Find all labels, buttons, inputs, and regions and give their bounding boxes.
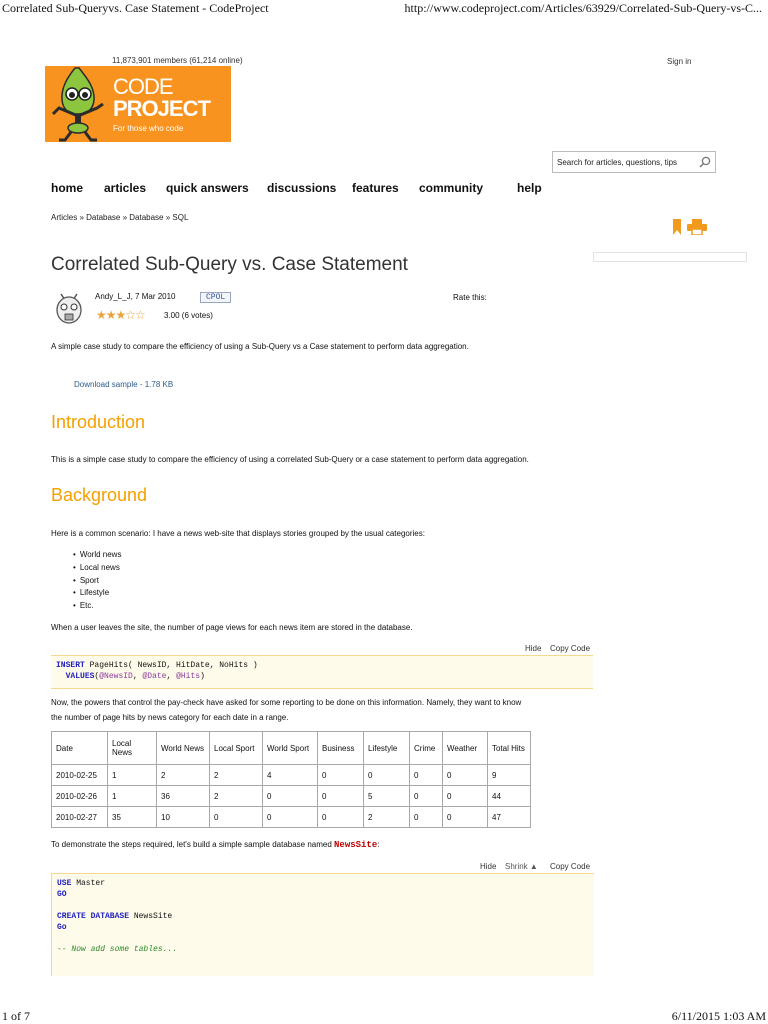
powers-text-line2: the number of page hits by news category for each date in a range. (51, 713, 289, 722)
print-datetime: 6/11/2015 1:03 AM (671, 1009, 766, 1023)
download-sample-link[interactable]: Download sample - 1.78 KB (74, 380, 174, 389)
code-variable: @Hits (176, 672, 201, 681)
category-list (73, 549, 121, 613)
list-item: • World news (73, 549, 121, 562)
code2-shrink-button[interactable]: Shrink ▲ (505, 862, 538, 871)
table-row (52, 786, 531, 807)
logo-code-text: CODE (113, 74, 173, 99)
table-cell: 0 (364, 765, 410, 786)
table-cell: 0 (318, 807, 364, 828)
table-cell: 0 (318, 786, 364, 807)
print-icon[interactable] (687, 219, 707, 235)
codeproject-logo[interactable] (45, 66, 231, 142)
search-box (552, 151, 716, 173)
demo-text-colon: : (377, 840, 380, 849)
introduction-text: This is a simple case study to compare the efficiency of using a correlated Sub-Query or a case statement to perform data aggregation. (51, 455, 529, 464)
table-cell: 9 (488, 765, 531, 786)
table-cell: 2 (210, 786, 263, 807)
powers-text-line1: Now, the powers that control the pay-check have asked for some reporting to be done on this information. Namely, they want to know (51, 698, 522, 707)
table-cell: 2010-02-27 (52, 807, 108, 828)
table-cell: 0 (410, 786, 443, 807)
table-cell: 2010-02-25 (52, 765, 108, 786)
table-cell: 0 (443, 786, 488, 807)
member-count: 11,873,901 members (61,214 online) (112, 56, 243, 65)
nav-quick-answers[interactable]: quick answers (166, 181, 249, 195)
table-cell: 44 (488, 786, 531, 807)
breadcrumb[interactable]: Articles » Database » Database » SQL (51, 213, 189, 222)
newssite-inline-code: NewsSite (334, 840, 378, 850)
code-keyword: USE (57, 879, 72, 888)
table-header: Local News (108, 732, 157, 765)
code2-hide-button[interactable]: Hide (480, 862, 497, 871)
list-item: • Local news (73, 562, 121, 575)
table-header: Date (52, 732, 108, 765)
table-cell: 0 (210, 807, 263, 828)
table-header: Total Hits (488, 732, 531, 765)
page-views-text: When a user leaves the site, the number of page views for each news item are stored in the database. (51, 623, 413, 632)
nav-articles[interactable]: articles (104, 181, 147, 195)
search-input[interactable] (553, 152, 697, 172)
rating-stars[interactable]: ★★★☆☆ (96, 308, 145, 322)
table-cell: 2 (364, 807, 410, 828)
bob-mascot-icon (45, 66, 111, 142)
code-block-insert (51, 655, 593, 689)
table-header: Business (318, 732, 364, 765)
code-block-create-db (51, 873, 594, 976)
table-cell: 0 (318, 765, 364, 786)
code-variable: @NewsID (99, 672, 133, 681)
code-keyword: Go (57, 923, 67, 932)
table-cell: 35 (108, 807, 157, 828)
article-summary: A simple case study to compare the efficiency of using a Sub-Query vs a Case statement to perform data aggregation. (51, 342, 469, 351)
article-title: Correlated Sub-Query vs. Case Statement (51, 254, 408, 275)
code-variable: @Date (142, 672, 167, 681)
table-header: World Sport (263, 732, 318, 765)
code-keyword: CREATE DATABASE (57, 912, 130, 921)
sidebar-panel (593, 252, 747, 262)
code-keyword: VALUES (65, 672, 95, 681)
table-header: Crime (410, 732, 443, 765)
nav-features[interactable]: features (352, 181, 399, 195)
print-page-number: 1 of 7 (2, 1009, 30, 1023)
code2-copy-button[interactable]: Copy Code (550, 862, 591, 871)
nav-community[interactable]: community (419, 181, 484, 195)
table-cell: 2010-02-26 (52, 786, 108, 807)
code-text: Master (71, 879, 106, 888)
author-avatar[interactable] (53, 290, 85, 326)
table-row (52, 807, 531, 828)
rating-value: 3.00 (6 votes) (164, 311, 213, 320)
table-cell: 0 (443, 765, 488, 786)
table-cell: 0 (263, 807, 318, 828)
table-header: Lifestyle (364, 732, 410, 765)
table-cell: 0 (410, 807, 443, 828)
list-item: • Sport (73, 575, 121, 588)
license-badge[interactable]: CPOL (200, 292, 231, 303)
nav-help[interactable]: help (517, 181, 542, 195)
table-cell: 2 (210, 765, 263, 786)
table-cell: 10 (157, 807, 210, 828)
table-cell: 0 (410, 765, 443, 786)
code-text: PageHits( NewsID, HitDate, NoHits ) (84, 661, 258, 670)
demo-text-body: To demonstrate the steps required, let's build a simple sample database named (51, 840, 335, 849)
logo-project-text: PROJECT (113, 96, 210, 121)
code-keyword: INSERT (56, 661, 85, 670)
code-text: , (166, 672, 177, 681)
table-cell: 0 (263, 786, 318, 807)
print-page-title: Correlated Sub-Queryvs. Case Statement - CodeProject (2, 1, 269, 15)
author-date[interactable]: Andy_L_J, 7 Mar 2010 (95, 292, 176, 301)
table-header: Weather (443, 732, 488, 765)
logo-tagline: For those who code (113, 124, 184, 133)
table-header-row (52, 732, 531, 765)
nav-home[interactable]: home (51, 181, 84, 195)
print-page-url: http://www.codeproject.com/Articles/63929/Correlated-Sub-Query-vs-C... (404, 1, 762, 15)
code1-hide-button[interactable]: Hide (525, 644, 542, 653)
code-text: ( (94, 672, 100, 681)
search-icon[interactable] (699, 156, 711, 168)
background-text: Here is a common scenario: I have a news web-site that displays stories grouped by the usual categories: (51, 529, 425, 538)
table-header: World News (157, 732, 210, 765)
code-comment: -- Now add some tables... (57, 945, 178, 954)
introduction-heading: Introduction (51, 412, 146, 432)
table-cell: 47 (488, 807, 531, 828)
table-cell: 1 (108, 786, 157, 807)
background-heading: Background (51, 485, 148, 505)
table-cell: 1 (108, 765, 157, 786)
table-cell: 36 (157, 786, 210, 807)
code1-copy-button[interactable]: Copy Code (550, 644, 591, 653)
table-header: Local Sport (210, 732, 263, 765)
table-row (52, 765, 531, 786)
nav-discussions[interactable]: discussions (267, 181, 337, 195)
table-cell: 4 (263, 765, 318, 786)
code-keyword: GO (57, 890, 67, 899)
table-cell: 5 (364, 786, 410, 807)
list-item: • Etc. (73, 600, 121, 613)
sign-in-link[interactable]: Sign in (667, 57, 692, 66)
code-text: NewsSite (129, 912, 173, 921)
table-cell: 0 (443, 807, 488, 828)
rate-this-label: Rate this: (453, 293, 487, 302)
page-hits-table (51, 731, 531, 828)
code-text: , (132, 672, 143, 681)
table-cell: 2 (157, 765, 210, 786)
demo-text (51, 840, 379, 850)
bookmark-icon[interactable] (672, 219, 682, 235)
code-text: ) (200, 672, 205, 681)
list-item: • Lifestyle (73, 587, 121, 600)
